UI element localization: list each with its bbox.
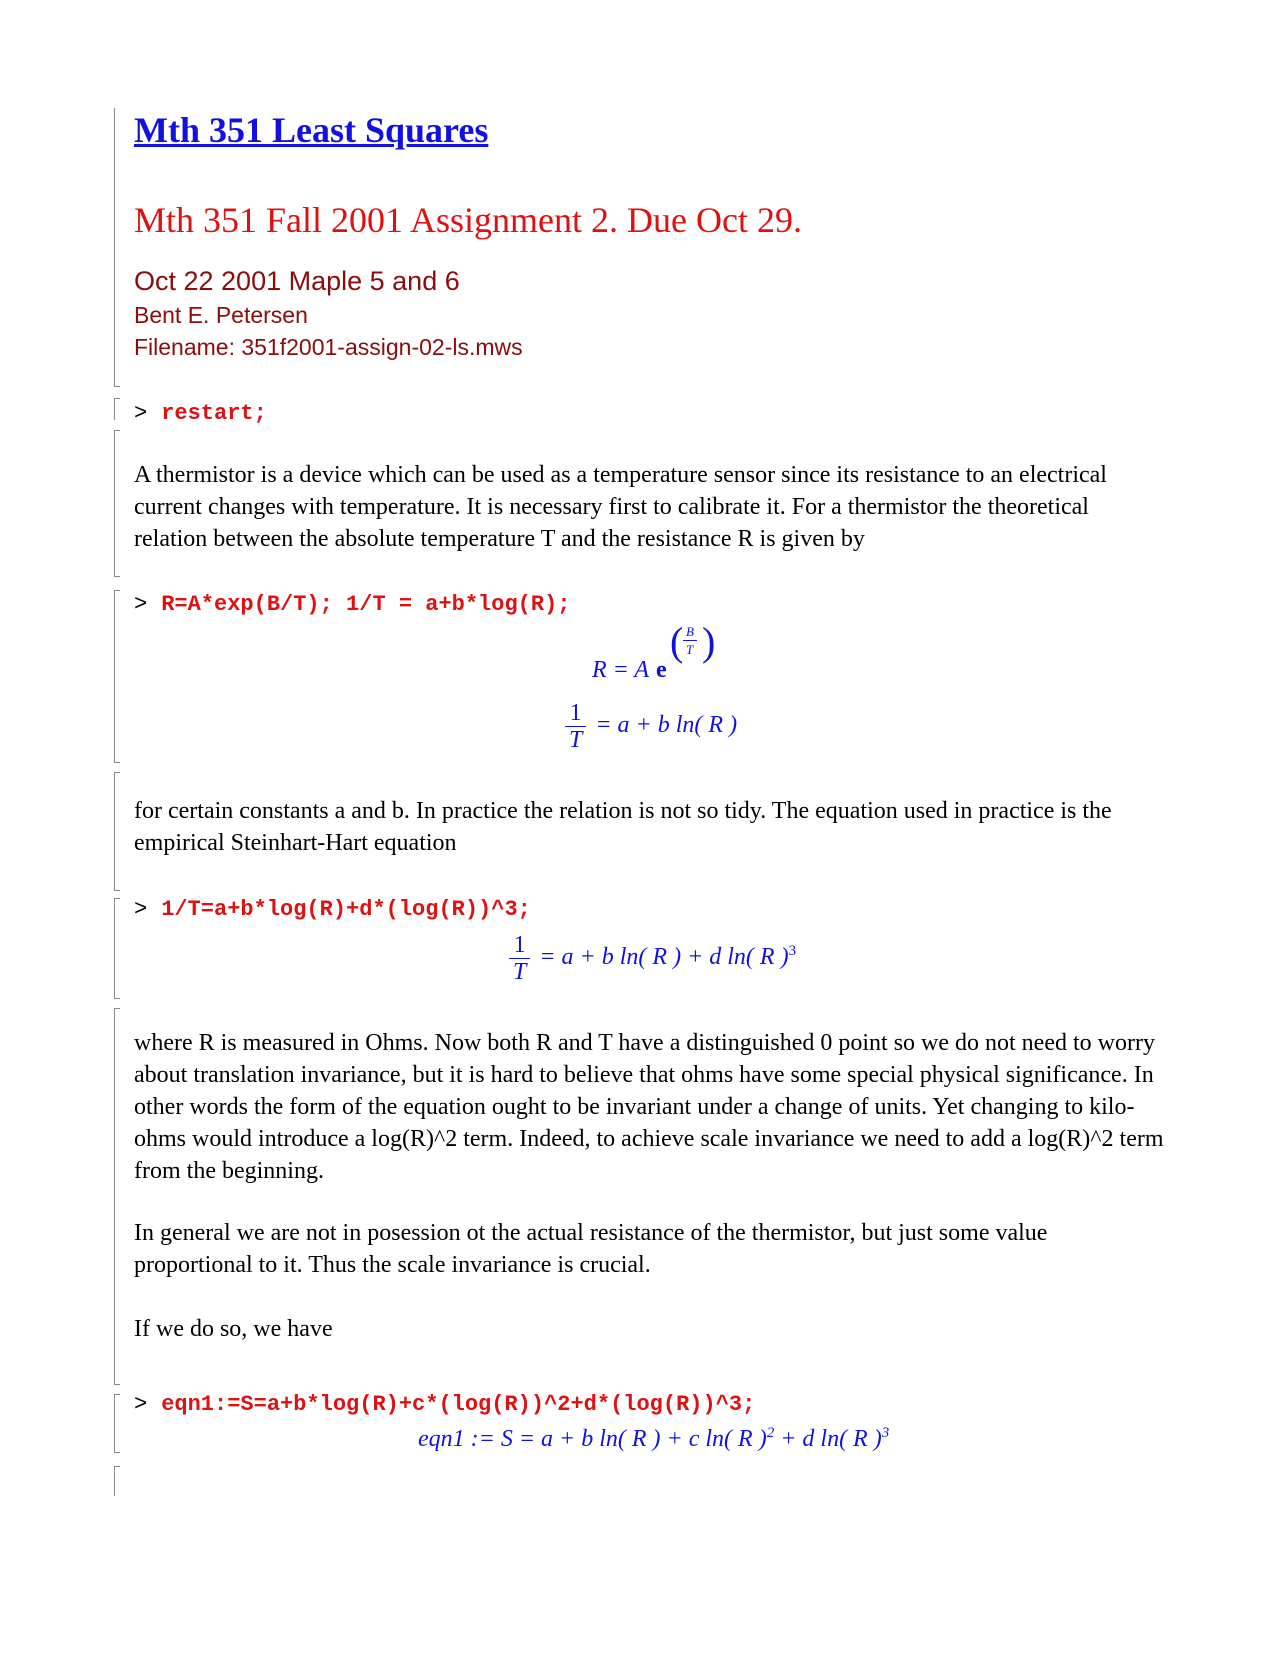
- exp-exponent-num: B: [686, 624, 694, 639]
- date-line: Oct 22 2001 Maple 5 and 6: [134, 266, 460, 296]
- exp-exponent-den: T: [686, 642, 694, 657]
- steinhart-group-bracket-top: [114, 898, 120, 899]
- document-title[interactable]: Mth 351 Least Squares: [134, 110, 489, 150]
- input-line-restart[interactable]: [134, 401, 267, 426]
- fraction-one-over-T: $\frac{1}{T}$: [565, 700, 586, 753]
- eqn1-group-bracket-top: [114, 1394, 120, 1395]
- prompt-symbol: >: [134, 1392, 148, 1417]
- code-steinhart[interactable]: 1/T=a+b*log(R)+d*(log(R))^3;: [161, 897, 531, 922]
- relation-group-bracket-end: [114, 762, 120, 763]
- eqn1-part-b: + d ln( R ): [774, 1426, 882, 1452]
- paragraph-constants: for certain constants a and b. In practice the relation is not so tidy. The equation used in practice is the empirical Steinhart-Hart equation: [134, 798, 1112, 856]
- cube-exponent: 3: [788, 943, 797, 960]
- text-group-bracket-2-end: [114, 890, 120, 891]
- paragraph-if-we-do: If we do so, we have: [134, 1316, 333, 1342]
- filename-line: Filename: 351f2001-assign-02-ls.mws: [134, 334, 523, 360]
- exp-exponent-bar: [683, 640, 697, 641]
- cube-exponent: 3: [881, 1425, 890, 1441]
- prompt-symbol: >: [134, 401, 148, 426]
- section-group-bracket: [114, 108, 115, 386]
- prompt-symbol: >: [134, 592, 148, 617]
- output-log-relation: [562, 700, 737, 753]
- input-line-relation[interactable]: [134, 592, 570, 617]
- prompt-symbol: >: [134, 897, 148, 922]
- paragraph-thermistor: A thermistor is a device which can be used as a temperature sensor since its resistance to an electrical current changes with temperature. It is necessary first to calibrate it. For a thermistor the theoretical relation between the absolute temperature T and the resistance R is given by: [134, 462, 1107, 552]
- square-exponent: 2: [766, 1425, 775, 1441]
- output-exp-equation: [592, 619, 716, 683]
- relation-group-bracket: [114, 590, 115, 762]
- text-group-bracket-2: [114, 772, 115, 890]
- text-group-bracket-1-end: [114, 576, 120, 577]
- text-group-bracket-1: [114, 430, 115, 576]
- empty-group-bracket: [114, 1466, 115, 1496]
- paragraph-ohms: where R is measured in Ohms. Now both R and T have a distinguished 0 point so we do not need to worry about translation invariance, but it is hard to believe that ohms have some special physical significance. In other words the form of the equation ought to be invariant under a change of units. Yet changing to kilo-ohms would introduce a log(R)^2 term. Indeed, to achieve scale invariance we need to add a log(R)^2 term from the beginning.: [134, 1030, 1164, 1184]
- eqn1-part-a: eqn1 := S = a + b ln( R ) + c ln( R ): [418, 1426, 767, 1452]
- paragraph-posession: In general we are not in posession ot the actual resistance of the thermistor, but just some value proportional to it. Thus the scale invariance is crucial.: [134, 1220, 1048, 1278]
- code-relation[interactable]: R=A*exp(B/T); 1/T = a+b*log(R);: [161, 592, 571, 617]
- exp-exponent-paren: (: [670, 619, 684, 664]
- output-eqn1: [418, 1425, 889, 1453]
- section-title: Mth 351 Fall 2001 Assignment 2. Due Oct 29.: [134, 200, 802, 240]
- text-group-bracket-3: [114, 1008, 115, 1384]
- restart-group-bracket-top: [114, 398, 120, 399]
- text-group-bracket-3-end: [114, 1384, 120, 1385]
- steinhart-rhs: = a + b ln( R ) + d ln( R ): [539, 944, 789, 971]
- code-restart[interactable]: restart;: [161, 401, 267, 426]
- steinhart-group-bracket-end: [114, 998, 120, 999]
- exp-exponent-paren-close: ): [702, 619, 716, 664]
- fraction-one-over-T: $\frac{1}{T}$: [509, 932, 530, 985]
- input-line-steinhart[interactable]: [134, 897, 531, 922]
- exp-base: e: [656, 657, 667, 683]
- steinhart-group-bracket: [114, 898, 115, 998]
- section-group-bracket-end: [114, 386, 120, 387]
- text-group-bracket-3-top: [114, 1008, 120, 1009]
- eqn1-group-bracket-end: [114, 1452, 120, 1453]
- log-relation-rhs: = a + b ln( R ): [595, 712, 738, 739]
- text-group-bracket-2-top: [114, 772, 120, 773]
- output-steinhart-equation: [506, 932, 796, 985]
- author-line: Bent E. Petersen: [134, 302, 308, 328]
- eqn1-group-bracket: [114, 1394, 115, 1452]
- restart-group-bracket: [114, 398, 115, 420]
- input-line-eqn1[interactable]: [134, 1392, 755, 1417]
- empty-group-bracket-top: [114, 1466, 120, 1467]
- relation-group-bracket-top: [114, 590, 120, 591]
- exp-lhs: R = A: [592, 657, 650, 683]
- text-group-bracket-1-top: [114, 430, 120, 431]
- code-eqn1[interactable]: eqn1:=S=a+b*log(R)+c*(log(R))^2+d*(log(R))^3;: [161, 1392, 756, 1417]
